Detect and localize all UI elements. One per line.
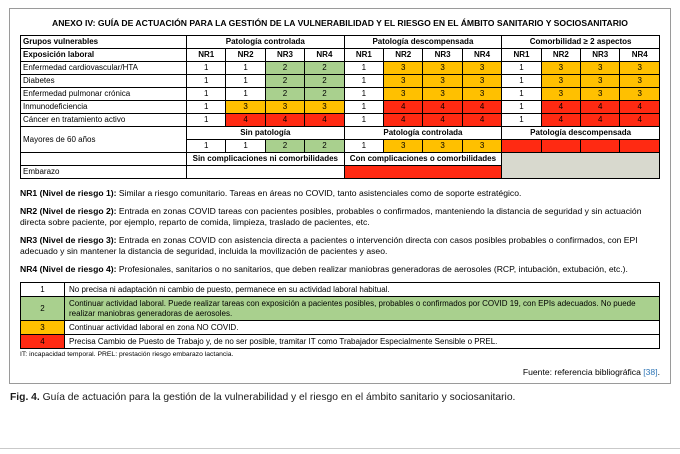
corner-exposicion-laboral: Exposición laboral (21, 49, 187, 62)
sub-header: Patología descompensada (502, 127, 660, 140)
risk-cell: 4 (581, 101, 620, 114)
page-divider (0, 448, 680, 449)
nr2-definition (20, 206, 660, 229)
source-suffix: . (657, 367, 660, 378)
risk-cell: 3 (423, 62, 462, 75)
nr-header: NR3 (423, 49, 462, 62)
row-label: Enfermedad cardiovascular/HTA (21, 62, 187, 75)
row-label: Diabetes (21, 75, 187, 88)
legend-row (21, 297, 660, 321)
risk-cell: 1 (187, 140, 226, 153)
nr-header: NR4 (305, 49, 344, 62)
row-label: Cáncer en tratamiento activo (21, 114, 187, 127)
risk-cell: 4 (620, 101, 660, 114)
legend-description: Continuar actividad laboral. Puede realizar tareas con exposición a pacientes posibles, probables o confirmados por COVID 19, con EPIs adecuados. No puede realizar maniobras generadoras de aerosoles. (65, 297, 660, 321)
nr3-text: Entrada en zonas COVID con asistencia directa a pacientes o intervención directa con casos posibles probables o confirmados, con EPI adecuado y sin mantener la distancia de seguridad, incluida la movilización de pacientes y aseo. (20, 235, 638, 257)
risk-cell: 3 (462, 62, 501, 75)
risk-cell: 3 (305, 101, 344, 114)
risk-cell: 4 (581, 114, 620, 127)
risk-cell: 1 (187, 88, 226, 101)
row-label: Mayores de 60 años (21, 127, 187, 153)
risk-cell: 1 (502, 88, 541, 101)
risk-cell: 3 (541, 75, 580, 88)
legend-footnote: IT: incapacidad temporal. PREL: prestación riesgo embarazo lactancia. (20, 351, 234, 359)
risk-cell: 1 (502, 101, 541, 114)
nr-header: NR1 (187, 49, 226, 62)
nr3-label: NR3 (Nivel de riesgo 3): (20, 235, 117, 246)
risk-cell-red (541, 140, 580, 153)
risk-cell: 3 (462, 75, 501, 88)
risk-cell: 1 (187, 101, 226, 114)
risk-cell: 3 (265, 101, 304, 114)
legend-row (21, 283, 660, 297)
risk-cell: 2 (305, 75, 344, 88)
risk-cell: 2 (265, 140, 304, 153)
risk-cell: 4 (226, 114, 265, 127)
nr4-text: Profesionales, sanitarios o no sanitarios, que deben realizar maniobras generadoras de aerosoles (RCP, intubación, extubación, etc.). (116, 264, 628, 275)
risk-cell: 1 (226, 140, 265, 153)
nr2-label: NR2 (Nivel de riesgo 2): (20, 205, 117, 216)
empty-cell (21, 153, 187, 166)
risk-cell: 1 (344, 88, 383, 101)
risk-cell: 1 (344, 75, 383, 88)
legend-row (21, 321, 660, 335)
sub-header: Sin complicaciones ni comorbilidades (187, 153, 345, 166)
risk-cell: 1 (226, 75, 265, 88)
risk-cell: 4 (265, 114, 304, 127)
risk-cell: 2 (265, 88, 304, 101)
risk-cell: 3 (423, 140, 462, 153)
risk-cell: 1 (344, 140, 383, 153)
risk-cell-red (620, 140, 660, 153)
legend-description: Precisa Cambio de Puesto de Trabajo y, de no ser posible, tramitar IT como Trabajador Especialmente Sensible o PREL. (65, 335, 660, 349)
risk-cell: 2 (265, 62, 304, 75)
risk-cell: 4 (384, 114, 423, 127)
legend-description: No precisa ni adaptación ni cambio de puesto, permanece en su actividad laboral habitual. (65, 283, 660, 297)
nr1-text: Similar a riesgo comunitario. Tareas en áreas no COVID, tanto asistenciales como de soporte estratégico. (116, 188, 522, 198)
risk-cell: 2 (305, 62, 344, 75)
risk-cell: 1 (502, 114, 541, 127)
nr-header: NR2 (384, 49, 423, 62)
nr-header: NR1 (344, 49, 383, 62)
group-header-row (21, 36, 660, 49)
risk-cell: 2 (265, 75, 304, 88)
nr4-label: NR4 (Nivel de riesgo 4): (20, 264, 117, 275)
risk-cell: 4 (462, 114, 501, 127)
figure-caption-text: Guía de actuación para la gestión de la vulnerabilidad y el riesgo en el ámbito sanitario y sociosanitario. (39, 392, 516, 404)
mayores-subheader-row (21, 127, 660, 140)
risk-cell: 4 (541, 101, 580, 114)
vulnerable-group-row (21, 62, 660, 75)
risk-cell: 1 (344, 114, 383, 127)
sub-header: Patología controlada (344, 127, 502, 140)
risk-cell: 2 (305, 140, 344, 153)
figure-caption-label: Fig. 4. (10, 392, 40, 404)
nr3-definition (20, 235, 660, 258)
risk-cell: 3 (423, 75, 462, 88)
risk-cell: 3 (581, 88, 620, 101)
risk-cell: 4 (423, 101, 462, 114)
row-label: Inmunodeficiencia (21, 101, 187, 114)
figure-title: ANEXO IV: GUÍA DE ACTUACIÓN PARA LA GESTIÓN DE LA VULNERABILIDAD Y EL RIESGO EN EL ÁMBITO SANITARIO Y SOCIOSANITARIO (52, 18, 628, 28)
figure-caption (10, 392, 670, 403)
group-header-descompensada: Patología descompensada (344, 36, 502, 49)
risk-cell-empty (187, 166, 345, 179)
legend-description: Continuar actividad laboral en zona NO COVID. (65, 321, 660, 335)
row-label: Embarazo (21, 166, 187, 179)
risk-cell: 3 (226, 101, 265, 114)
risk-cell: 4 (423, 114, 462, 127)
risk-cell: 1 (226, 62, 265, 75)
risk-cell: 1 (344, 62, 383, 75)
legend-level-cell: 4 (21, 335, 65, 349)
nr-definitions (20, 188, 660, 276)
risk-cell: 1 (502, 75, 541, 88)
nr4-definition (20, 264, 660, 275)
risk-cell: 4 (305, 114, 344, 127)
nr-header: NR1 (502, 49, 541, 62)
vulnerable-group-row (21, 75, 660, 88)
nr-header: NR2 (226, 49, 265, 62)
risk-cell: 3 (462, 140, 501, 153)
risk-cell: 3 (581, 75, 620, 88)
risk-cell: 3 (384, 75, 423, 88)
legend-table (20, 282, 660, 349)
nr2-text: Entrada en zonas COVID tareas con pacientes posibles, probables o confirmados, manteniendo la distancia de seguridad y sin actuación directa sobre paciente, por ejemplo, reparto de comida, limpieza, traslado de pacientes, etc. (20, 205, 642, 228)
filler-cell (502, 153, 660, 179)
risk-cell: 4 (384, 101, 423, 114)
risk-cell: 3 (384, 62, 423, 75)
nr-header-row (21, 49, 660, 62)
reference-link[interactable]: [38] (643, 367, 658, 378)
risk-cell: 3 (541, 62, 580, 75)
nr1-label: NR1 (Nivel de riesgo 1): (20, 188, 117, 198)
risk-cell: 3 (423, 88, 462, 101)
sub-header: Sin patología (187, 127, 345, 140)
nr-header: NR4 (462, 49, 501, 62)
sub-header: Con complicaciones o comorbilidades (344, 153, 502, 166)
risk-cell: 4 (541, 114, 580, 127)
risk-cell: 4 (462, 101, 501, 114)
risk-cell: 3 (384, 88, 423, 101)
risk-cell: 1 (187, 62, 226, 75)
corner-grupos-vulnerables: Grupos vulnerables (21, 36, 187, 49)
risk-cell: 3 (581, 62, 620, 75)
risk-cell: 3 (541, 88, 580, 101)
risk-cell: 3 (620, 88, 660, 101)
risk-cell: 1 (502, 62, 541, 75)
vulnerable-group-row (21, 114, 660, 127)
risk-cell: 1 (187, 114, 226, 127)
risk-matrix-table (20, 35, 660, 179)
group-header-controlada: Patología controlada (187, 36, 345, 49)
legend-row (21, 335, 660, 349)
nr-header: NR4 (620, 49, 660, 62)
nr-header: NR3 (265, 49, 304, 62)
nr-header: NR2 (541, 49, 580, 62)
legend-level-cell: 1 (21, 283, 65, 297)
source-line (20, 367, 660, 377)
figure-frame (9, 8, 671, 384)
risk-cell: 1 (226, 88, 265, 101)
risk-cell: 1 (344, 101, 383, 114)
risk-cell: 2 (305, 88, 344, 101)
risk-cell-red (581, 140, 620, 153)
row-label: Enfermedad pulmonar crónica (21, 88, 187, 101)
risk-cell: 3 (384, 140, 423, 153)
risk-cell: 3 (620, 62, 660, 75)
risk-cell-red (502, 140, 541, 153)
legend-level-cell: 3 (21, 321, 65, 335)
risk-cell: 3 (620, 75, 660, 88)
risk-cell: 3 (462, 88, 501, 101)
group-header-comorbilidad: Comorbilidad ≥ 2 aspectos (502, 36, 660, 49)
risk-cell: 4 (620, 114, 660, 127)
embarazo-subheader-row (21, 153, 660, 166)
nr1-definition (20, 188, 660, 199)
source-text: Fuente: referencia bibliográfica (522, 367, 644, 378)
nr-header: NR3 (581, 49, 620, 62)
vulnerable-group-row (21, 101, 660, 114)
vulnerable-group-row (21, 88, 660, 101)
legend-level-cell: 2 (21, 297, 65, 321)
risk-cell: 1 (187, 75, 226, 88)
risk-cell-red (344, 166, 502, 179)
